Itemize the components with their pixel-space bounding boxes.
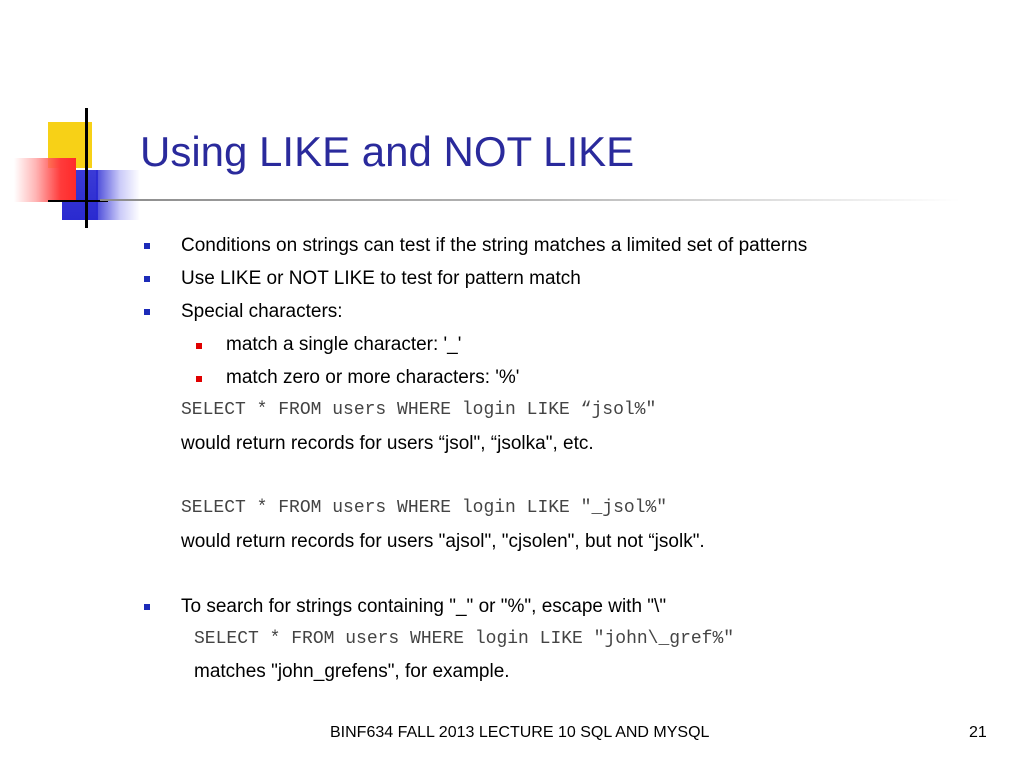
example-3-description: matches "john_grefens", for example. xyxy=(194,661,510,682)
logo-horizontal-line xyxy=(48,200,108,202)
sub-bullet-square-icon xyxy=(196,343,202,349)
code-example-2: SELECT * FROM users WHERE login LIKE "_jsol%" xyxy=(181,498,668,518)
page-number: 21 xyxy=(969,724,987,741)
bullet-square-icon xyxy=(144,276,150,282)
sub-bullet-text-1: match a single character: '_' xyxy=(226,334,462,355)
bullet-text-1: Conditions on strings can test if the string matches a limited set of patterns xyxy=(181,235,808,256)
footer-course-label: BINF634 FALL 2013 LECTURE 10 SQL AND MYSQL xyxy=(330,724,710,741)
logo-red-gradient xyxy=(14,158,76,202)
bullet-square-icon xyxy=(144,243,150,249)
code-example-3: SELECT * FROM users WHERE login LIKE "john\_gref%" xyxy=(194,629,735,649)
code-example-1: SELECT * FROM users WHERE login LIKE “jsol%" xyxy=(181,400,657,420)
title-underline xyxy=(100,199,960,201)
sub-bullet-square-icon xyxy=(196,376,202,382)
example-2-description: would return records for users "ajsol", "cjsolen", but not “jsolk". xyxy=(181,531,705,552)
bullet-square-icon xyxy=(144,604,150,610)
bullet-text-2: Use LIKE or NOT LIKE to test for pattern match xyxy=(181,268,581,289)
decorative-logo xyxy=(0,0,150,240)
bullet-text-3: Special characters: xyxy=(181,301,343,322)
logo-vertical-line xyxy=(85,108,88,228)
example-1-description: would return records for users “jsol", “jsolka", etc. xyxy=(181,433,594,454)
bullet-square-icon xyxy=(144,309,150,315)
sub-bullet-text-2: match zero or more characters: '%' xyxy=(226,367,520,388)
bullet-text-4: To search for strings containing "_" or "%", escape with "\" xyxy=(181,596,667,617)
logo-blue-gradient xyxy=(96,170,140,220)
slide-title: Using LIKE and NOT LIKE xyxy=(140,128,635,175)
